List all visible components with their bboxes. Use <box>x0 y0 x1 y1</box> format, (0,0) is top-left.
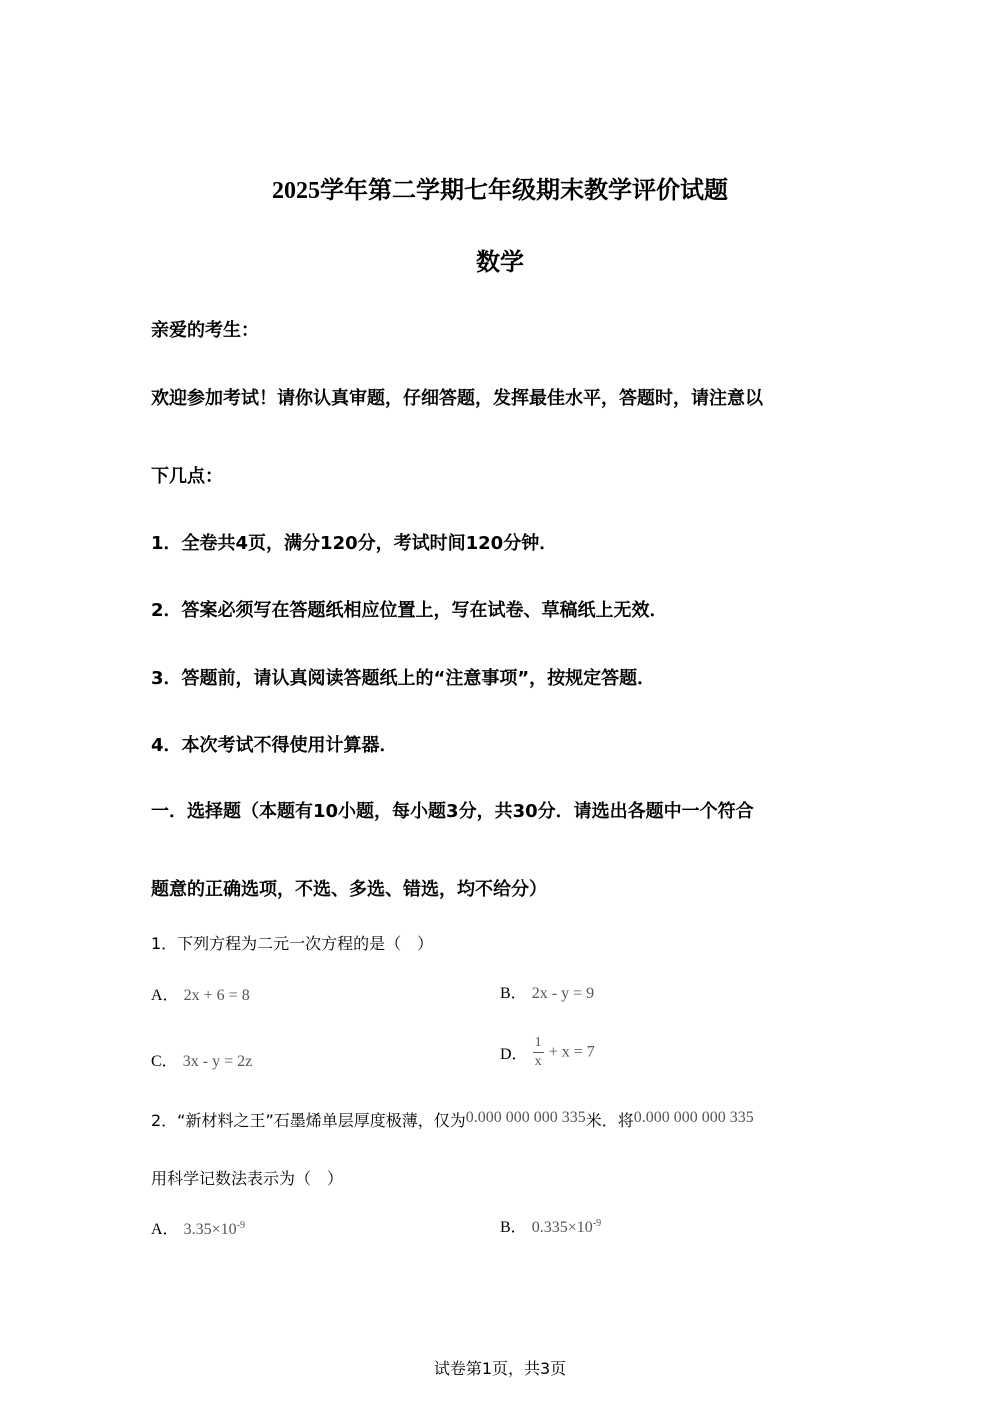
note-1: 1．全卷共4页，满分120分，考试时间120分钟． <box>151 533 558 554</box>
section-heading-line-1: 一．选择题（本题有10小题，每小题3分，共30分．请选出各题中一个符合 <box>151 801 754 822</box>
q2-option-a <box>151 1216 245 1239</box>
stem-text: 2．“新材料之王”石墨烯单层厚度极薄，仅为 <box>151 1111 466 1130</box>
option-label: A． <box>151 1221 179 1238</box>
fraction-denominator: x <box>534 1054 542 1069</box>
greeting: 亲爱的考生： <box>151 320 259 341</box>
option-exponent: -9 <box>236 1220 246 1231</box>
subject-title: 数学 <box>476 250 524 276</box>
note-4: 4．本次考试不得使用计算器． <box>151 735 398 756</box>
question-1-stem: 1．下列方程为二元一次方程的是（ ） <box>151 934 434 953</box>
question-2-stem-line-2: 用科学记数法表示为（ ） <box>151 1169 344 1188</box>
value-number: 0.000 000 000 335 <box>465 1109 586 1126</box>
page-footer: 试卷第1页，共3页 <box>433 1359 567 1378</box>
value-number: 0.000 000 000 335 <box>633 1109 754 1126</box>
welcome-line-1: 欢迎参加考试！请你认真审题，仔细答题，发挥最佳水平，答题时，请注意以 <box>151 388 763 409</box>
option-label: D． <box>500 1046 528 1063</box>
option-label: C． <box>151 1053 178 1070</box>
stem-text: 米．将 <box>585 1111 634 1130</box>
option-label: B． <box>500 1219 527 1236</box>
option-label: B． <box>500 985 527 1002</box>
option-mantissa: 3.35×10 <box>183 1221 237 1238</box>
option-expression: 3x - y = 2z <box>182 1053 253 1070</box>
fraction-numerator: 1 <box>534 1035 542 1050</box>
page-title: 2025学年第二学期七年级期末教学评价试题 <box>272 178 728 204</box>
q2-option-b <box>500 1214 601 1237</box>
welcome-line-2: 下几点： <box>151 466 223 487</box>
option-exponent: -9 <box>592 1218 602 1229</box>
q1-option-d <box>500 1034 595 1071</box>
note-3: 3．答题前，请认真阅读答题纸上的“注意事项”，按规定答题． <box>151 668 656 689</box>
option-mantissa: 0.335×10 <box>531 1219 593 1236</box>
q1-option-a <box>151 982 250 1005</box>
fraction <box>533 1034 544 1071</box>
section-heading-line-2: 题意的正确选项，不选、多选、错选，均不给分） <box>151 879 547 900</box>
q1-option-c <box>151 1048 252 1071</box>
q1-option-b <box>500 980 594 1003</box>
note-2: 2．答案必须写在答题纸相应位置上，写在试卷、草稿纸上无效． <box>151 600 668 621</box>
option-expression: 2x - y = 9 <box>531 985 595 1002</box>
option-expression: + x = 7 <box>548 1043 595 1061</box>
question-2-stem-line-1 <box>151 1108 754 1131</box>
option-label: A． <box>151 987 179 1004</box>
option-expression: 2x + 6 = 8 <box>183 987 250 1004</box>
